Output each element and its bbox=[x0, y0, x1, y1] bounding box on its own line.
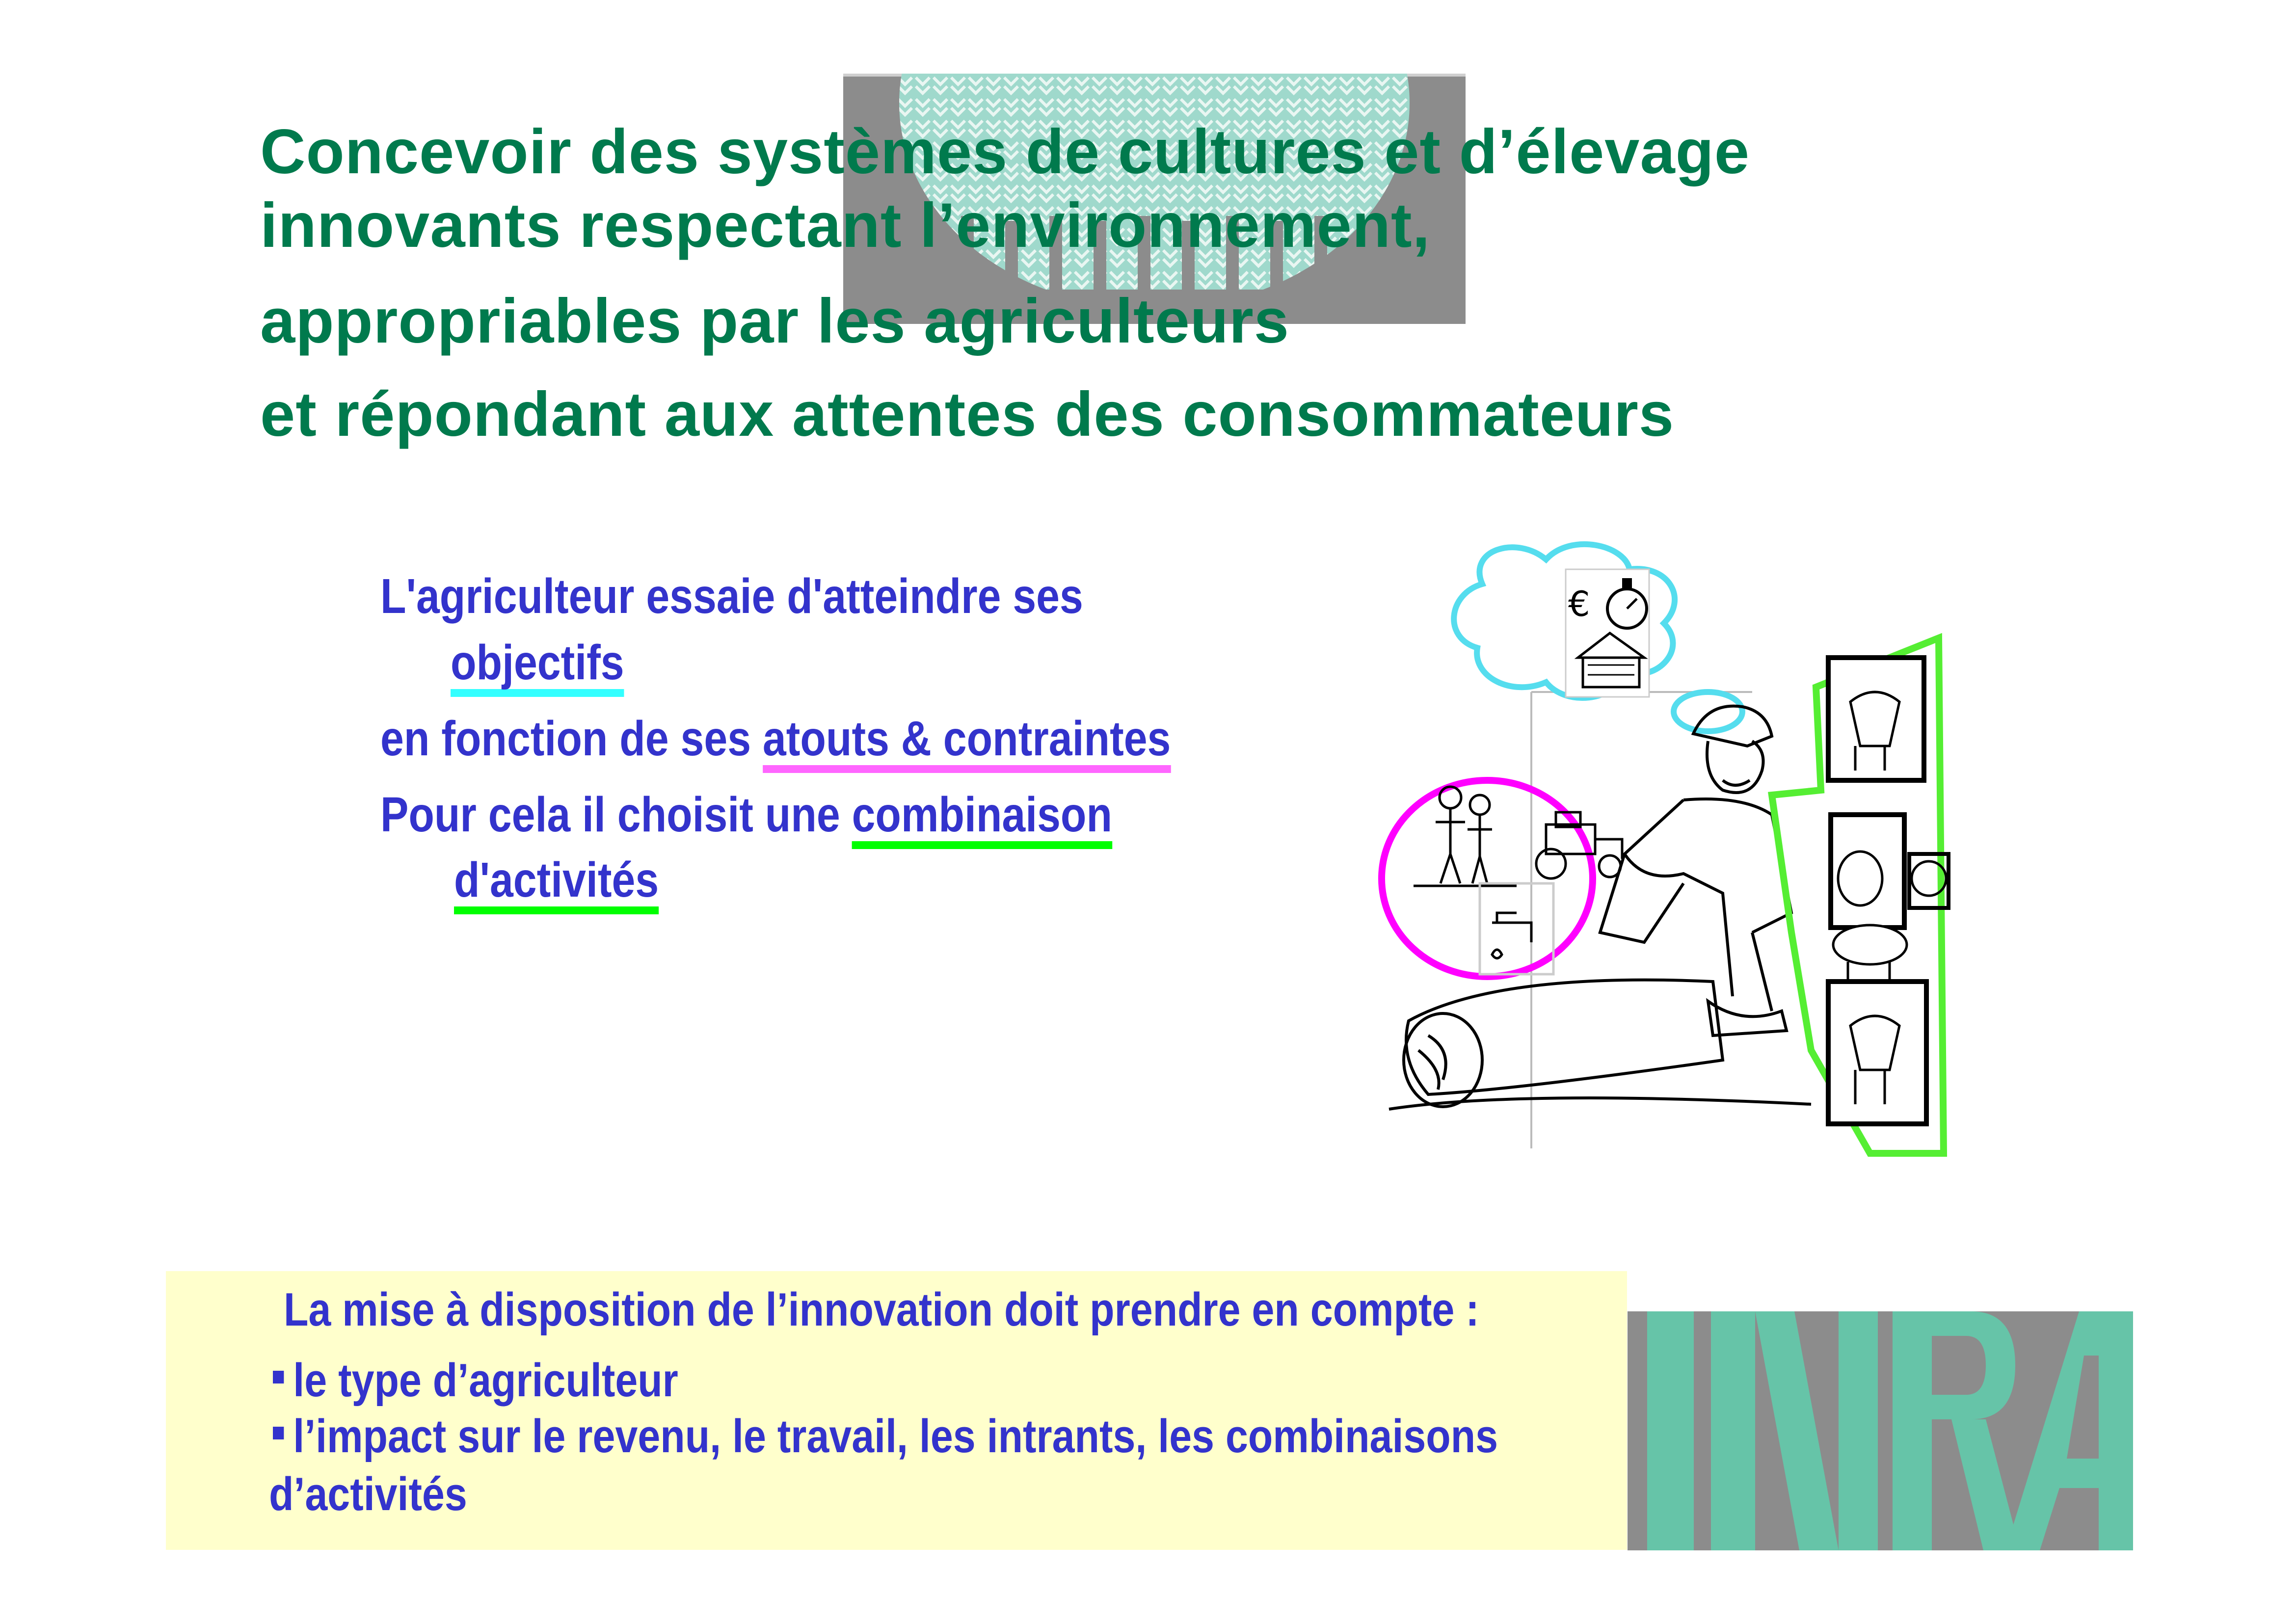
title-line-1: Concevoir des systèmes de cultures et d’élevage bbox=[260, 117, 1750, 187]
title-line-2: innovants respectant l’environnement, bbox=[260, 190, 1431, 261]
combination-emphasis: combinaison bbox=[852, 788, 1112, 849]
body-line-objectives bbox=[380, 567, 1083, 626]
title-line-4: et répondant aux attentes des consommateurs bbox=[260, 379, 1675, 450]
body-line3-text: Pour cela il choisit une bbox=[380, 787, 852, 842]
body-line-combination bbox=[380, 785, 1112, 849]
body-line-objectives-cont bbox=[451, 633, 624, 697]
activities-emphasis: d'activités bbox=[454, 853, 659, 914]
inra-logo bbox=[1628, 1311, 2133, 1550]
box-bullet-1-text: le type d’agriculteur bbox=[293, 1354, 678, 1407]
consideration-box bbox=[166, 1271, 1627, 1550]
people-icon bbox=[1414, 787, 1517, 886]
body-line1-text: L'agriculteur essaie d'atteindre ses bbox=[380, 569, 1083, 624]
vegetables-icon bbox=[1831, 815, 1949, 928]
pig-icon bbox=[1833, 925, 1907, 982]
box-bullet-1 bbox=[273, 1354, 678, 1408]
cow-icon bbox=[1828, 658, 1924, 780]
bullet-square-icon bbox=[273, 1371, 284, 1384]
cow-icon-2 bbox=[1828, 982, 1926, 1124]
body-line-combination-cont bbox=[454, 851, 659, 914]
bullet-square-icon bbox=[273, 1427, 284, 1439]
body-line2-text: en fonction de ses bbox=[380, 711, 763, 766]
box-bullet-2 bbox=[273, 1410, 1498, 1463]
objectives-emphasis: objectifs bbox=[451, 636, 624, 697]
euro-icon: € bbox=[1568, 584, 1590, 624]
box-bullet-2-text: l’impact sur le revenu, le travail, les intrants, les combinaisons bbox=[293, 1410, 1498, 1463]
farmer-sketch bbox=[1389, 706, 1811, 1109]
tractor-icon bbox=[1536, 812, 1622, 878]
title-line-3: appropriables par les agriculteurs bbox=[260, 286, 1289, 356]
body-line-constraints bbox=[380, 709, 1171, 773]
box-continuation: d’activités bbox=[269, 1468, 467, 1520]
box-heading: La mise à disposition de l’innovation doit prendre en compte : bbox=[284, 1283, 1479, 1336]
constraints-emphasis: atouts & contraintes bbox=[763, 712, 1171, 773]
farmer-illustration bbox=[1369, 540, 2022, 1158]
